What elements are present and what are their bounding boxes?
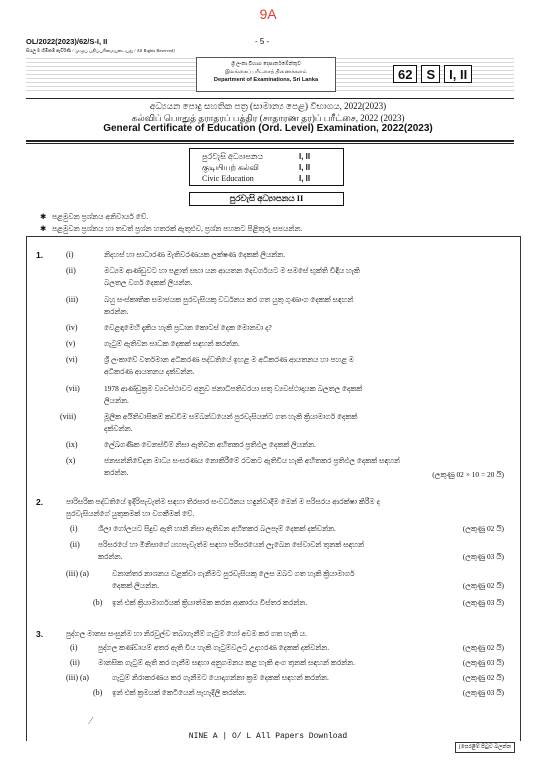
subject-row (202, 151, 343, 162)
department-box (196, 57, 336, 92)
department-name-ta: இலங்கைப் பரீட்சைத் திணைக்களம் (225, 69, 307, 75)
exam-title-si: අධ්‍යයන පොදු සහතික පත්‍ර (සාමාන්‍ය පෙළ) විභාගය, 2022(2023) (149, 101, 387, 111)
rule-double (26, 140, 514, 142)
brand-logo-text: 9A (259, 6, 277, 22)
instruction-bullet: ✱ (40, 212, 47, 221)
code-medium: S (421, 65, 440, 83)
subq-text: ලේඛගණික වෙනස්වීම් නිසා ඇතිවන අහිතකර ප්‍රතිඵල දෙකක් ලියන්න. (104, 440, 316, 449)
rule-top (26, 98, 514, 99)
subq-number: (viii) (60, 412, 76, 421)
subject-name: පුරවැසි අධ්‍යාපනය (202, 152, 264, 161)
subq-number: (ii) (66, 266, 76, 275)
subq-text: මූලික අයිතිවාසිකම් කඩවීම සම්බන්ධයෙන් පුරවැසියන්ට ගත හැකි ක්‍රියාමාර්ග දෙකක් (104, 412, 358, 421)
subq-number: (iii) (a) (66, 569, 89, 578)
instruction-2: පළමුවන ප්‍රශ්නය හා තවත් ප්‍රශ්න හතරක් ඇතුළුව, ප්‍රශ්න පහකට පිළිතුරු සපයන්න. (52, 224, 303, 233)
subq-number: (ii) (70, 540, 80, 549)
subject-name: குடியியற் கல்வி (202, 163, 259, 172)
subq-text: ශ්‍රී ලංකාවේ වර්තමාන අධිකරණ පද්ධතියේ ඉහළ ම අධිකරණ ආයතනය හා පහළ ම (104, 355, 354, 364)
instruction-bullet: ✱ (40, 224, 47, 233)
question-intro: පුද්ගල මානස සංසුන්ම හා නිරවුල්ව තබාගැනීම් ගැටුම් හෝ අවම කර ගත හැකි ය. (66, 629, 307, 638)
subject-row (202, 162, 343, 173)
subq-text: ඉන් එක් ක්‍රියාමාර්ගයක් ක්‍රියාත්මක කරන ආකාරය විස්තර කරන්න. (112, 598, 308, 607)
subq-marks: (ලකුණු 02 යි) (462, 673, 504, 682)
subq-text: නිදහස් හා සාධාරණ මැතිවරණයක ලක්ෂණ දෙකක් ලියන්න. (104, 250, 285, 259)
subq-marks: (ලකුණු 02 යි) (462, 524, 504, 533)
question-intro: පුරවැසියන්ගේ යුතුකමක් හා වගකීමක් වේ. (66, 509, 195, 518)
subq-number: (b) (93, 598, 103, 607)
subq-text: දක්වන්න. (104, 424, 133, 433)
subq-text: ගැටුම් නිරාකරණය කර ගැනීමට යොදාගන්නා ක්‍රම දෙකක් සඳහන් කරන්න. (112, 673, 329, 682)
subq-text: බහු සංස්කෘතික සමාජයක පුරවැසියකු වර්ධනය කර ගත යුතු ගුණාංග දෙකක් සඳහන් (104, 295, 354, 304)
subq-text: වනාන්තර නාශනය වළක්වා ගැනීමට පුරවැසියකු ලෙස ඔබට ගත හැකි ක්‍රියාමාර්ග (112, 569, 355, 578)
subq-number: (vi) (66, 355, 78, 364)
subq-marks: (ලකුණු 03 යි) (462, 552, 504, 561)
paper-title: පුරවැසි අධ්‍යාපනය II (189, 192, 344, 206)
turn-over-note: [පෙරළීම් පිටුව බලන්න (455, 742, 515, 753)
subject-row (202, 173, 343, 184)
subq-marks: (ලකුණු 03 යි) (462, 658, 504, 667)
subject-paper: I, II (299, 174, 311, 183)
paper-code-boxes (393, 65, 472, 83)
subject-paper: I, II (299, 152, 311, 161)
subject-name: Civic Education (202, 174, 254, 183)
department-name-si: ශ්‍රී ලංකා විභාග දෙපාර්තමේන්තුව (231, 61, 301, 67)
subq-number: (vii) (66, 384, 80, 393)
question-intro: පාරිසරික පද්ධතියේ ඉදිරිපැවැත්ම සඳහා තිරසාර සංවර්ධනය හඳුන්වාදීම මෙන් ම පරිසරය ආරක්ෂා කිරීම ද (66, 497, 380, 506)
subq-text: කරන්න. (104, 468, 129, 477)
subq-number: (i) (70, 524, 78, 533)
subq-text: ඉන් එක් ක්‍රමයක් කෙටියෙන් පැහැදිලි කරන්න. (112, 688, 247, 697)
subq-text: ලියන්න. (104, 396, 129, 405)
question-marks: (ලකුණු 02 × 10 = 20 යි) (432, 470, 504, 479)
subq-number: (iii) (a) (66, 673, 89, 682)
exam-title-en: General Certificate of Education (Ord. Level) Examination, 2022(2023) (103, 123, 433, 134)
subq-number: (iii) (66, 295, 78, 304)
subq-text: ගැටුම් ඇතිවන සාධක දෙකක් සඳහන් කරන්න. (104, 339, 240, 348)
rule-double-2 (26, 143, 514, 144)
instruction-1: පළමුවන ප්‍රශ්නය අනිවාර්ය වේ. (52, 212, 149, 221)
subq-number: (b) (93, 688, 103, 697)
subject-paper: I, II (299, 163, 311, 172)
subq-number: (v) (66, 339, 76, 348)
subq-text: ජනසන්නිවේදන මාධ්‍ය සංසරණය නොකිරීමේ රටකට ඇතිවිය හැකි අහිතකර ප්‍රතිඵල දෙකක් සඳහන් (104, 456, 400, 465)
question-number: 3. (36, 629, 44, 639)
subq-text: වෙළඳාමෙහි දැකිය හැකි ප්‍රධාන කොටස් දෙක මොනවා ද? (104, 323, 272, 332)
subq-text: බලතල වර්ග දෙකක් ලියන්න. (104, 278, 193, 287)
subq-text: 1978 ආණ්ඩුක්‍රම ව්‍යවස්ථාවට අනුව ජනාධිපතිවරයා සතු ව්‍යවස්ථාදායක බලතල දෙකක් (104, 384, 363, 393)
subq-text: අධිකරණ ආයතනය දක්වන්න. (104, 367, 195, 376)
question-number: 2. (36, 497, 44, 507)
subq-marks: (ලකුණු 03 යි) (462, 688, 504, 697)
subq-number: (x) (66, 456, 76, 465)
question-number: 1. (36, 250, 44, 260)
subq-text: මානසික ගැටුම් ඇති කර ගැනීම සඳහා අනුගමනය කළ හැකි අංග තුනක් සඳහන් කරන්න. (98, 658, 356, 667)
subq-marks: (ලකුණු 02 යි) (462, 581, 504, 590)
subq-text: දෙකක් ලියන්න. (112, 581, 159, 590)
subq-marks: (ලකුණු 02 යි) (462, 643, 504, 652)
code-subject-number: 62 (393, 65, 417, 83)
subq-number: (ix) (66, 440, 78, 449)
subq-text: ශිලා ගෝලයට සිදුව ඇති හානි නිසා ඇතිවන අහිතකර බලපෑම් දෙකක් දක්වන්න. (98, 524, 336, 533)
footer-text: NINE A | O/ L All Papers Download (188, 732, 348, 741)
subq-marks: (ලකුණු 03 යි) (462, 598, 504, 607)
subq-text: පුද්ගල කණ්ඩායම් අතර ඇති විය හැකි ගැටුම්වලට උදාහරණ දෙකක් දක්වන්න. (98, 643, 330, 652)
paper-code-header: OL/2022(2023)/62/S-I, II (26, 37, 108, 46)
subq-number: (ii) (70, 658, 80, 667)
subq-text: කරන්න. (98, 552, 123, 561)
page-number: - 5 - (255, 37, 270, 46)
subq-number: (i) (66, 250, 74, 259)
subq-text: කරන්න. (104, 307, 129, 316)
subq-number: (iv) (66, 323, 78, 332)
code-papers: I, II (444, 65, 472, 83)
exam-title-ta: கல்விப் பொதுத் தராதரப் பத்திர (சாதாரண தர)ப் பரீட்சை, 2022 (2023) (131, 113, 405, 123)
subq-text: පරිසරයේ හා මිනිසාගේ යහපැවැත්ම සඳහා පරිසරයෙන් ලැබෙන සේවාවන් තුනක් සඳහන් (98, 540, 364, 549)
pen-mark: ⁄ (90, 716, 92, 727)
subject-box (189, 148, 344, 186)
subq-number: (i) (70, 643, 78, 652)
department-name-en: Department of Examinations, Sri Lanka (213, 77, 319, 83)
subq-text: මධ්‍යම ආණ්ඩුවට හා පළාත් සභා යන ආයතන දෙවර්ගයට ම සමසේ භුක්ති විඳිය හැකි (104, 266, 360, 275)
rights-notice: සියලු ම හිමිකම් ඇවිරිණි / முழுப் பதிப்புரிமையுடையது / All Rights Reserved] (26, 48, 175, 53)
